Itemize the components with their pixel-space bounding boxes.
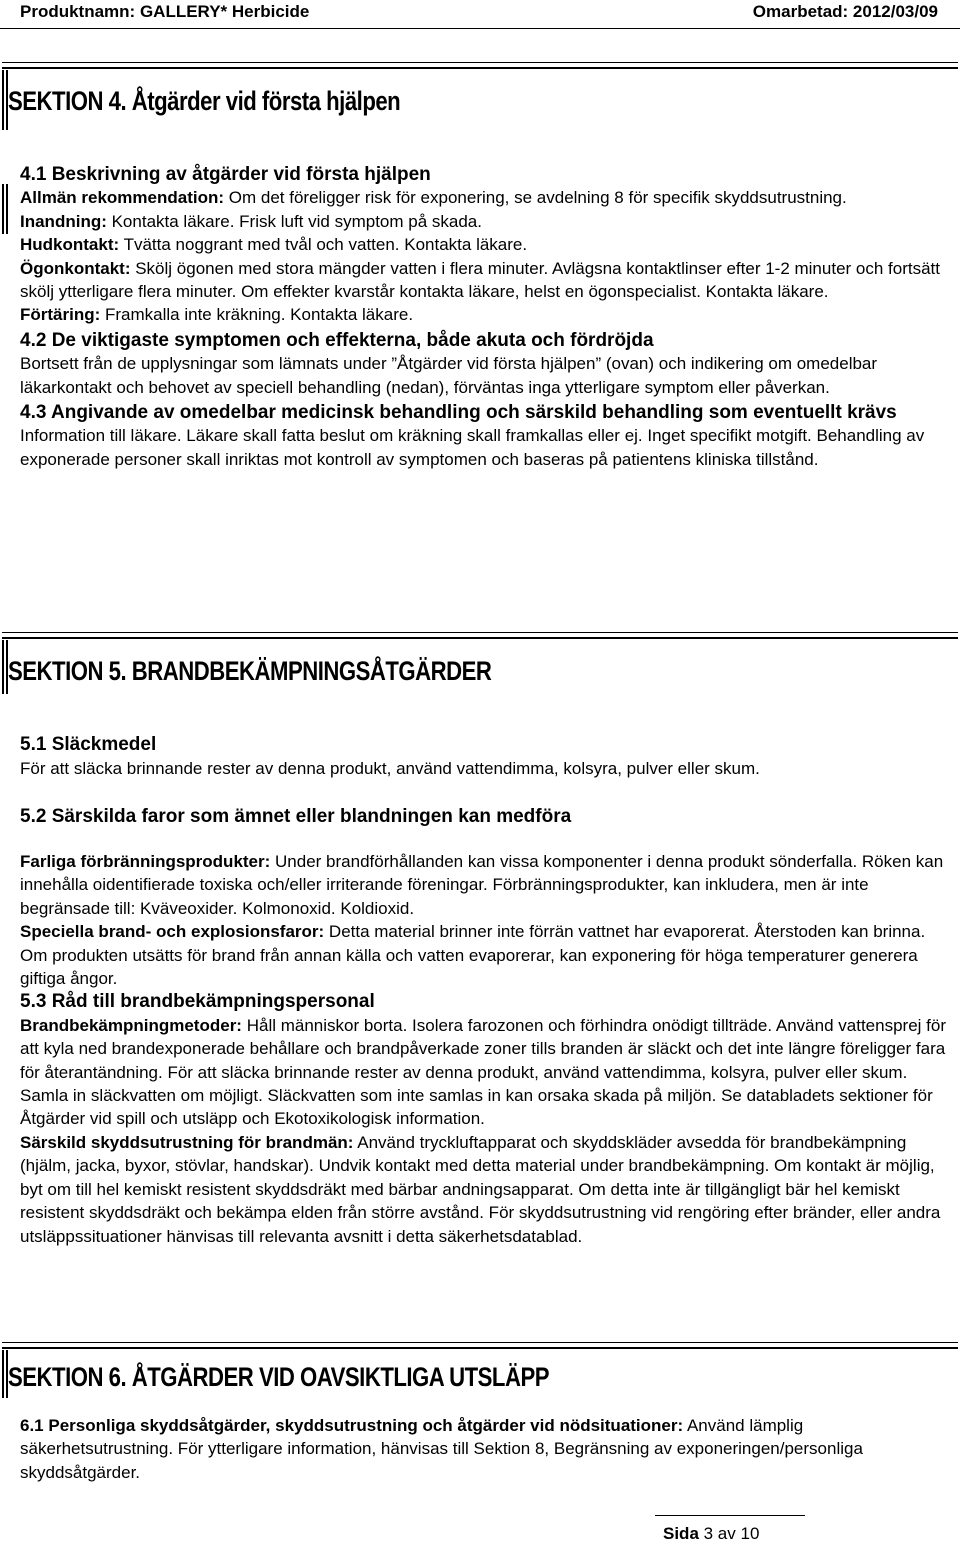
subsection-5-2-title: 5.2 Särskilda faror som ämnet eller blandningen kan medföra <box>20 806 572 827</box>
section-4-divider-top <box>2 62 958 63</box>
section-4-body <box>20 163 950 471</box>
revision-bar <box>2 184 8 234</box>
subsection-4-3-text: Information till läkare. Läkare skall fatta beslut om kräkning skall framkallas eller ej. Inget specifikt motgift. Behandling av exponerade personer skall inriktas mot kontroll av symptomen och baseras på patientens kliniska tillstånd. <box>20 426 925 469</box>
section-6-title: SEKTION 6. ÅTGÄRDER VID OAVSIKTLIGA UTSLÄPP <box>8 1362 549 1392</box>
section-4-title: SEKTION 4. Åtgärder vid första hjälpen <box>8 86 401 116</box>
subsection-5-2-heading <box>20 805 950 829</box>
skin-contact: Hudkontakt: Tvätta noggrant med tvål och vatten. Kontakta läkare. <box>20 235 528 255</box>
page-number: Sida 3 av 10 <box>663 1524 760 1543</box>
section-6-divider-top <box>2 1342 958 1343</box>
footer-divider <box>655 1515 805 1516</box>
subsection-6-1 <box>20 1414 950 1484</box>
personal-precautions: 6.1 Personliga skyddsåtgärder, skyddsutrustning och åtgärder vid nödsituationer: Använd lämplig säkerhetsutrustning. För ytterligare information, hänvisas till Sektion 8, Begränsning av exponeringen/personliga skyddsåtgärder. <box>20 1416 863 1482</box>
subsection-5-1-text: För att släcka brinnande rester av denna produkt, använd vattendimma, kolsyra, pulver eller skum. <box>20 759 760 778</box>
subsection-4-3-title: 4.3 Angivande av omedelbar medicinsk behandling och särskild behandling som eventuellt krävs <box>20 402 897 424</box>
combustion-products: Farliga förbränningsprodukter: Under brandförhållanden kan vissa komponenter i denna produkt sönderfalla. Röken kan innehålla oidentifierade toxiska och/eller irriterande föreningar. Förbränningsprodukter, kan inkludera, men är inte begränsade till: Kväveoxider. Kolmonoxid. Koldioxid. <box>20 852 944 918</box>
fire-hazards: Speciella brand- och explosionsfaror: Detta material brinner inte förrän vattnet har evaporerat. Återstoden kan brinna. Om produkten utsätts för brand från annan källa och vatten evaporerar, kan exponering för höga temperaturer generera giftiga ångor. <box>20 922 926 989</box>
eye-contact: Ögonkontakt: Skölj ögonen med stora mängder vatten i flera minuter. Avlägsna kontaktlinser efter 1-2 minuter och fortsätt skölj ytterligare flera minuter. Om effekter kvarstår kontakta läkare, helst en ögonspecialist. Kontakta läkare. <box>20 258 941 302</box>
firefighting-methods: Brandbekämpningmetoder: Håll människor borta. Isolera farozonen och förhindra onödigt tillträde. Använd vattensprej för att kyla ned brandexponerade behållare och brandpåverkade zoner tills branden är släckt och det inte längre föreligger fara för återantändning. För att släcka brinnande rester av denna produkt, använd vattendimma, kolsyra, pulver eller skum. Samla in släckvatten om möjligt. Släckvatten som inte samlas in kan orsaka skada på miljön. Se databladets sektioner för Åtgärder vid spill och utsläpp och Ekotoxikologisk information. <box>20 1015 946 1129</box>
section-4-divider-bottom <box>2 67 958 69</box>
firefighter-ppe: Särskild skyddsutrustning för brandmän: Använd tryckluftapparat och skyddskläder avsedda för brandbekämpning (hjälm, jacka, byxor, stövlar, handskar). Undvik kontakt med detta material under brandbekämpning. Om kontakt är möjlig, byt om till hel kemiskt resistent skyddsdräkt med bärbar andningsapparat. Om detta inte är tillgängligt bär hel kemiskt resistent skyddsdräkt och bekämpa elden från större avstånd. För skyddsutrustning vid rengöring efter bränder, eller andra utsläppssituationer hänvisas till relevanta avsnitt i detta säkerhetsdatablad. <box>20 1132 941 1246</box>
page-header <box>0 0 960 28</box>
section-5-divider-bottom <box>2 637 958 639</box>
product-name: Produktnamn: GALLERY* Herbicide <box>20 2 310 21</box>
inhalation: Inandning: Kontakta läkare. Frisk luft vid symptom på skada. <box>20 211 482 231</box>
subsection-5-1 <box>20 733 950 781</box>
general-advice: Allmän rekommendation: Om det föreligger risk för exponering, se avdelning 8 för specifik skyddsutrustning. <box>20 188 847 208</box>
section-6-divider-bottom <box>2 1347 958 1349</box>
subsection-4-2-text: Bortsett från de upplysningar som lämnats under ”Åtgärder vid första hjälpen” (ovan) och indikering om omedelbar läkarkontakt och behovet av speciell behandling (nedan), förväntas inga ytterligare symptom eller påverkan. <box>20 354 878 397</box>
header-divider <box>0 28 960 29</box>
subsection-4-1-title: 4.1 Beskrivning av åtgärder vid första hjälpen <box>20 164 431 185</box>
subsection-4-2-title: 4.2 De viktigaste symptomen och effekterna, både akuta och fördröjda <box>20 329 654 351</box>
section-5-title: SEKTION 5. BRANDBEKÄMPNINGSÅTGÄRDER <box>8 656 492 686</box>
subsection-5-3-title: 5.3 Råd till brandbekämpningspersonal <box>20 991 375 1013</box>
subsection-5-1-title: 5.1 Släckmedel <box>20 734 157 755</box>
ingestion: Förtäring: Framkalla inte kräkning. Kontakta läkare. <box>20 305 414 325</box>
section-5-divider-top <box>2 632 958 633</box>
revision-date: Omarbetad: 2012/03/09 <box>752 2 938 21</box>
subsection-5-2-body <box>20 850 950 1248</box>
